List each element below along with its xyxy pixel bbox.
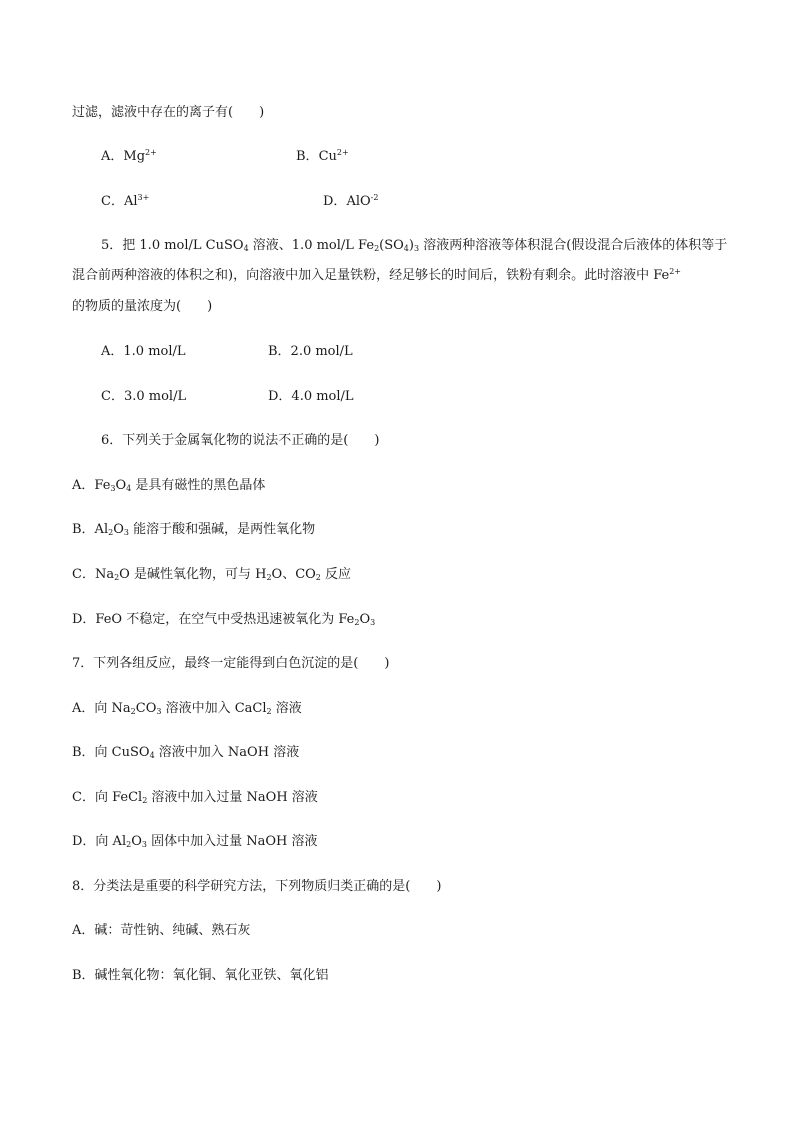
q7-d-sub-1: 2: [126, 840, 132, 849]
q6-c-sub-1: 2: [114, 573, 120, 582]
q4-option-b-charge: 2+: [336, 148, 349, 157]
q8-option-a: A．碱：苛性钠、纯碱、熟石灰: [72, 923, 251, 938]
q5-number: 5．: [101, 238, 123, 253]
q8-stem: 8．分类法是重要的科学研究方法，下列物质归类正确的是( ): [72, 879, 442, 894]
q6-c-text-3: O、CO: [271, 567, 316, 582]
q5-text-5: 溶液两种溶液等体积混合(假设混合后液体的体积等于: [419, 238, 728, 253]
q6-c-sub-3: 2: [315, 573, 321, 582]
q7-a-text-2: CO: [135, 701, 157, 716]
q5-option-b: B．2.0 mol/L: [268, 344, 353, 359]
q5-sub-4: 3: [413, 244, 420, 253]
q6-d-sub-2: 3: [370, 618, 376, 627]
q6-d-text-2: O: [359, 612, 371, 627]
q7-option-c: [72, 789, 318, 807]
q6-a-text-1: A．Fe: [72, 478, 111, 493]
q6-c-text-2: O 是碱性氧化物，可与 H: [119, 567, 267, 582]
q7-a-text-4: 溶液: [271, 701, 302, 716]
q4-option-d: [323, 193, 378, 211]
q7-d-text-3: 固体中加入过量 NaOH 溶液: [146, 834, 318, 849]
q7-b-text-1: B．向 CuSO: [72, 745, 150, 760]
q6-option-a: [72, 477, 265, 495]
q6-a-sub-1: 3: [110, 484, 116, 493]
q6-d-sub-1: 2: [354, 618, 360, 627]
q5-stem-line2: [72, 267, 681, 285]
q7-c-text-2: 溶液中加入过量 NaOH 溶液: [147, 790, 318, 805]
q6-option-c: [72, 566, 351, 584]
q7-b-sub-1: 4: [149, 751, 155, 760]
q6-option-b: [72, 521, 315, 539]
q7-option-d: [72, 833, 318, 851]
q6-option-d: [72, 611, 375, 629]
q6-a-text-3: 是具有磁性的黑色晶体: [131, 478, 266, 493]
q4-option-d-label: D．: [323, 194, 347, 209]
q7-option-b: [72, 744, 299, 762]
q5-sub-2: 2: [374, 244, 380, 253]
q4-option-d-charge: -2: [370, 193, 379, 202]
q8-option-b: B．碱性氧化物：氧化铜、氧化亚铁、氧化铝: [72, 968, 329, 983]
q7-stem: 7．下列各组反应，最终一定能得到白色沉淀的是( ): [72, 656, 390, 671]
q5-text-4: ): [408, 238, 414, 253]
q4-option-a: [101, 148, 157, 166]
q4-stem-tail: 过滤，滤液中存在的离子有( ): [72, 105, 265, 120]
q7-b-text-2: 溶液中加入 NaOH 溶液: [154, 745, 300, 760]
q4-option-c: [101, 193, 149, 211]
q6-c-sub-2: 2: [266, 573, 272, 582]
q5-option-d: D．4.0 mol/L: [268, 389, 354, 404]
q7-a-sub-3: 2: [266, 707, 272, 716]
q5-stem-line3: 的物质的量浓度为( ): [72, 299, 213, 314]
q5-line2-text: 混合前两种溶液的体积之和)，向溶液中加入足量铁粉，经足够长的时间后，铁粉有剩余。此时溶液中 Fe: [72, 268, 670, 283]
q4-option-c-charge: 3+: [137, 193, 150, 202]
q7-d-text-1: D．向 Al: [72, 834, 127, 849]
q5-text-2: 溶液、1.0 mol/L Fe: [248, 238, 375, 253]
q5-sub-3: 4: [403, 244, 409, 253]
q4-option-b-label: B．: [296, 149, 319, 164]
q7-a-text-3: 溶液中加入 CaCl: [161, 701, 267, 716]
q4-option-c-label: C．: [101, 194, 124, 209]
q5-option-a: A．1.0 mol/L: [101, 344, 186, 359]
q5-sub-1: 4: [243, 244, 249, 253]
q4-option-c-ion: Al: [123, 194, 138, 209]
q4-option-a-label: A．: [101, 149, 124, 164]
q6-a-text-2: O: [115, 478, 127, 493]
q7-a-sub-2: 3: [156, 707, 162, 716]
q6-b-sub-2: 3: [123, 528, 129, 537]
q5-text-1: 把 1.0 mol/L CuSO: [122, 238, 244, 253]
q6-c-text-1: C．Na: [72, 567, 115, 582]
q7-a-text-1: A．向 Na: [72, 701, 131, 716]
q4-option-a-ion: Mg: [123, 149, 146, 164]
q5-stem-line1: [101, 237, 727, 255]
q5-text-3: (SO: [379, 238, 404, 253]
q6-b-sub-1: 2: [108, 528, 114, 537]
q4-option-b: [296, 148, 349, 166]
q7-d-text-2: O: [131, 834, 142, 849]
q7-d-sub-2: 3: [141, 840, 147, 849]
q5-option-c: C．3.0 mol/L: [101, 389, 187, 404]
q6-a-sub-2: 4: [126, 484, 132, 493]
q7-c-text-1: C．向 FeCl: [72, 790, 143, 805]
q4-option-b-ion: Cu: [318, 149, 337, 164]
q7-option-a: [72, 700, 302, 718]
q6-c-text-4: 反应: [320, 567, 352, 582]
q6-d-text-1: D．FeO 不稳定，在空气中受热迅速被氧化为 Fe: [72, 612, 355, 627]
q6-stem: 6．下列关于金属氧化物的说法不正确的是( ): [101, 433, 380, 448]
q7-a-sub-1: 2: [130, 707, 136, 716]
q4-option-d-ion: AlO: [346, 194, 371, 209]
q6-b-text-3: 能溶于酸和强碱，是两性氧化物: [128, 522, 316, 537]
q6-b-text-1: B．Al: [72, 522, 109, 537]
q5-line2-charge: 2+: [669, 267, 682, 276]
q7-c-sub-1: 2: [142, 796, 148, 805]
q4-option-a-charge: 2+: [145, 148, 157, 157]
q6-b-text-2: O: [113, 522, 124, 537]
